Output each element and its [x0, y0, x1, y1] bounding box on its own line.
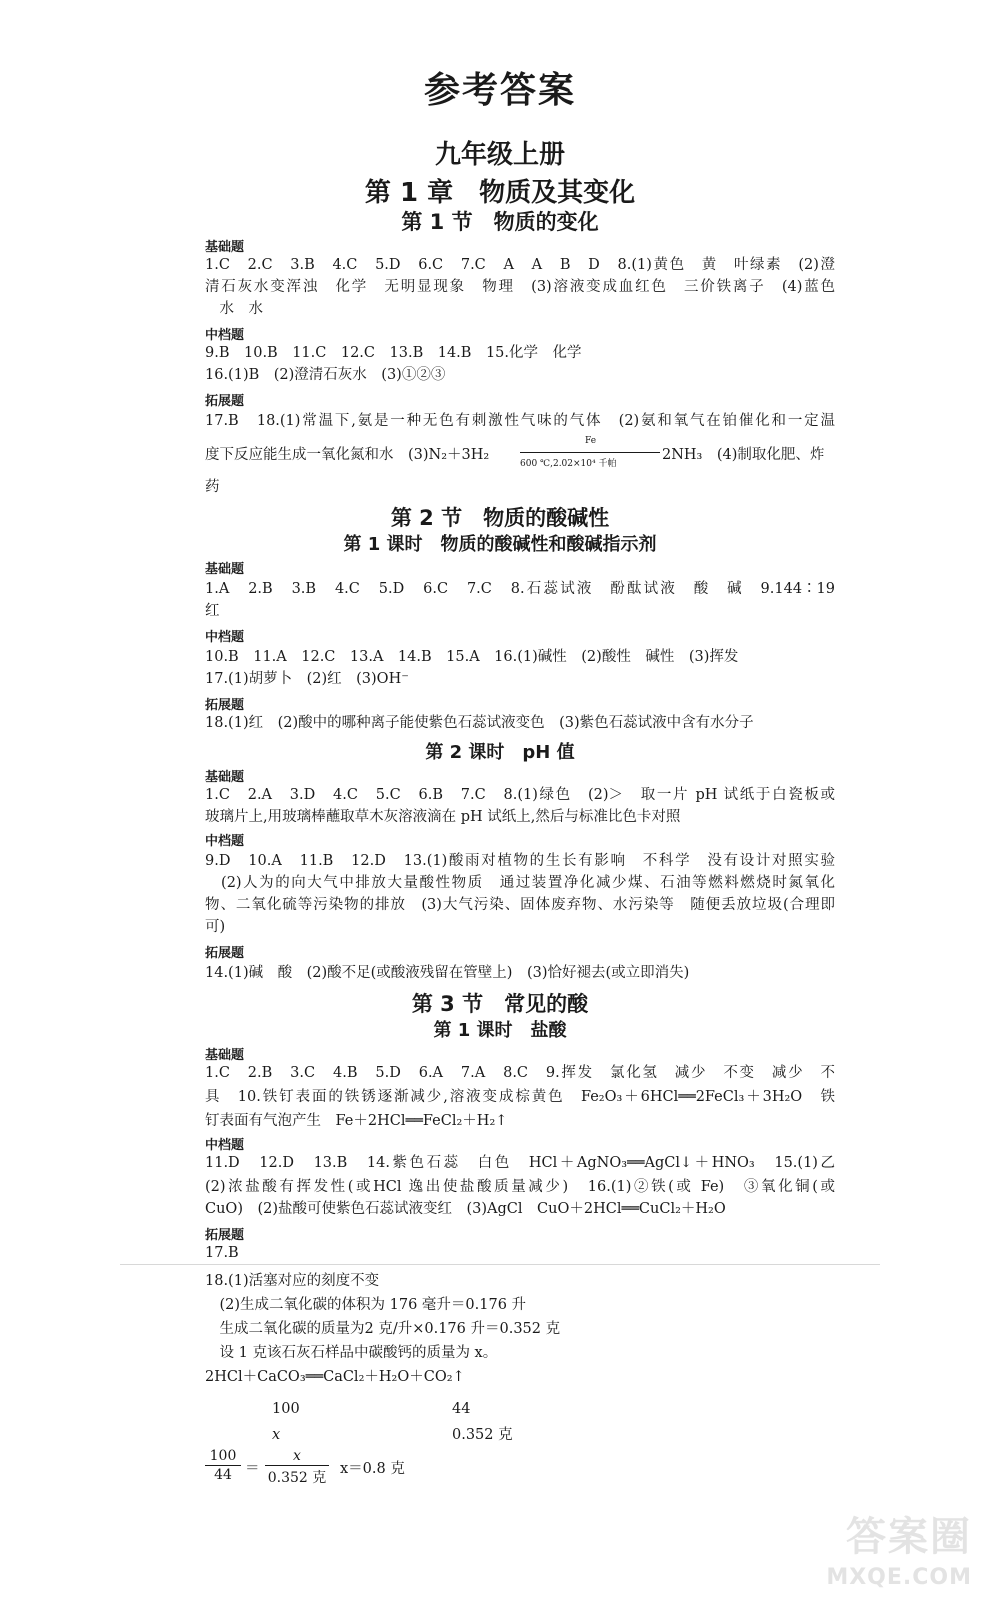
page-title: 参考答案 — [423, 70, 576, 111]
answer-line: 2NH₃ (4)制取化肥、炸 — [662, 447, 825, 463]
mid-label: 中档题 — [205, 630, 245, 645]
answer-line: (2)人为的向大气中排放大量酸性物质 通过装置净化减少煤、石油等燃料燃烧时氮氧化 — [205, 875, 835, 891]
section-1-heading: 第 1 节 物质的变化 — [401, 210, 599, 234]
fraction-bar — [205, 1465, 241, 1466]
result: x＝0.8 克 — [340, 1461, 405, 1477]
lesson-heading: 第 2 课时 pH 值 — [425, 742, 575, 763]
answer-line: 度下反应能生成一氧化氮和水 (3)N₂＋3H₂ — [205, 447, 490, 463]
answer-line: 9.B 10.B 11.C 12.C 13.B 14.B 15.化学 化学 — [205, 345, 582, 361]
watermark-text: 答案圈 — [846, 1514, 972, 1560]
ext-label: 拓展题 — [205, 946, 245, 961]
answer-line: 物、二氧化硫等污染物的排放 (3)大气污染、固体废弃物、水污染等 随便丢放垃圾(合理即 — [205, 897, 835, 913]
ext-label: 拓展题 — [205, 394, 245, 409]
mid-label: 中档题 — [205, 328, 245, 343]
answer-line: 1.C 2.A 3.D 4.C 5.C 6.B 7.C 8.(1)绿色 (2)＞ 取一片 pH 试纸于白瓷板或 — [205, 787, 835, 803]
section-2-heading: 第 2 节 物质的酸碱性 — [390, 506, 610, 530]
answer-line: 药 — [205, 479, 220, 495]
answer-line: 设 1 克该石灰石样品中碳酸钙的质量为 x。 — [205, 1345, 498, 1361]
answer-line: 17.B 18.(1)常温下,氨是一种无色有刺激性气味的气体 (2)氨和氧气在铂催化和一定温 — [205, 413, 835, 429]
answer-line: (2)生成二氧化碳的体积为 176 毫升＝0.176 升 — [205, 1297, 527, 1313]
fraction-bar — [265, 1465, 329, 1466]
answer-line: CuO) (2)盐酸可使紫色石蕊试液变红 (3)AgCl CuO＋2HCl══CuCl₂＋H₂O — [205, 1201, 726, 1217]
ratio-fraction — [205, 1448, 241, 1483]
fraction-numerator: 100 — [209, 1448, 237, 1464]
basic-label: 基础题 — [205, 1048, 245, 1063]
unknown-mass: x — [272, 1427, 281, 1443]
answer-line: 1.A 2.B 3.B 4.C 5.D 6.C 7.C 8.石蕊试液 酚酞试液 酸 碱 9.144∶19 — [205, 581, 835, 597]
fraction-denominator: 0.352 克 — [267, 1470, 327, 1486]
answer-line: 18.(1)红 (2)酸中的哪种离子能使紫色石蕊试液变色 (3)紫色石蕊试液中含有水分子 — [205, 715, 754, 731]
fraction-numerator: x — [293, 1448, 301, 1464]
mid-label: 中档题 — [205, 834, 245, 849]
answer-line: 1.C 2.C 3.B 4.C 5.D 6.C 7.C A A B D 8.(1)黄色 黄 叶绿素 (2)澄 — [205, 257, 835, 273]
watermark-logo — [802, 1505, 972, 1590]
answer-line: 11.D 12.D 13.B 14.紫色石蕊 白色 HCl＋AgNO₃══AgCl↓＋HNO₃ 15.(1)乙 — [205, 1155, 835, 1171]
chapter-heading: 第 1 章 物质及其变化 — [364, 178, 636, 208]
answer-line: 可) — [205, 919, 226, 935]
lesson-heading: 第 1 课时 盐酸 — [433, 1020, 567, 1041]
grade-heading: 九年级上册 — [434, 140, 565, 170]
reaction-catalyst: Fe — [585, 436, 597, 446]
equals-sign: ＝ — [245, 1461, 260, 1477]
molar-mass: 44 — [452, 1401, 471, 1417]
basic-label: 基础题 — [205, 240, 245, 255]
divider — [120, 1264, 880, 1265]
molar-mass: 100 — [272, 1401, 300, 1417]
basic-label: 基础题 — [205, 562, 245, 577]
answer-line: 红 — [205, 603, 220, 619]
answer-line: 1.C 2.B 3.C 4.B 5.D 6.A 7.A 8.C 9.挥发 氯化氢 减少 不变 减少 不 — [205, 1065, 835, 1081]
answer-line: 14.(1)碱 酸 (2)酸不足(或酸液残留在管壁上) (3)恰好褪去(或立即消失) — [205, 965, 690, 981]
answer-line: 生成二氧化碳的质量为2 克/升×0.176 升＝0.352 克 — [205, 1321, 561, 1337]
mid-label: 中档题 — [205, 1138, 245, 1153]
answer-line: 钉表面有气泡产生 Fe＋2HCl══FeCl₂＋H₂↑ — [205, 1113, 508, 1129]
reaction-equation: 2HCl＋CaCO₃══CaCl₂＋H₂O＋CO₂↑ — [205, 1369, 465, 1385]
reaction-arrow — [520, 452, 660, 453]
basic-label: 基础题 — [205, 770, 245, 785]
ext-label: 拓展题 — [205, 698, 245, 713]
fraction-denominator: 44 — [214, 1467, 232, 1483]
answer-line: 17.(1)胡萝卜 (2)红 (3)OH⁻ — [205, 671, 409, 687]
answer-line: 10.B 11.A 12.C 13.A 14.B 15.A 16.(1)碱性 (2)酸性 碱性 (3)挥发 — [205, 649, 739, 665]
lesson-heading: 第 1 课时 物质的酸碱性和酸碱指示剂 — [343, 534, 657, 555]
watermark-url: MXQE.COM — [826, 1565, 972, 1590]
answer-line: 具 10.铁钉表面的铁锈逐渐减少,溶液变成棕黄色 Fe₂O₃＋6HCl══2FeCl₃＋3H₂O 铁 — [205, 1089, 835, 1105]
answer-line: 17.B — [205, 1245, 239, 1261]
answer-line: 玻璃片上,用玻璃棒蘸取草木灰溶液滴在 pH 试纸上,然后与标准比色卡对照 — [205, 809, 681, 825]
known-mass: 0.352 克 — [452, 1427, 513, 1443]
answer-line: (2)浓盐酸有挥发性(或HCl 逸出使盐酸质量减少) 16.(1)②铁(或 Fe) ③氧化铜(或 — [205, 1179, 835, 1195]
answer-line: 18.(1)活塞对应的刻度不变 — [205, 1273, 380, 1289]
section-3-heading: 第 3 节 常见的酸 — [411, 992, 589, 1016]
ratio-fraction — [265, 1448, 329, 1487]
answer-line: 9.D 10.A 11.B 12.D 13.(1)酸雨对植物的生长有影响 不科学 没有设计对照实验 — [205, 853, 835, 869]
answer-line: 16.(1)B (2)澄清石灰水 (3)①②③ — [205, 367, 446, 383]
answer-line: 清石灰水变浑浊 化学 无明显现象 物理 (3)溶液变成血红色 三价铁离子 (4)蓝色 — [205, 279, 835, 295]
answer-line: 水 水 — [205, 301, 263, 317]
ext-label: 拓展题 — [205, 1228, 245, 1243]
reaction-condition: 600 ℃,2.02×10⁴ 千帕 — [520, 459, 617, 469]
